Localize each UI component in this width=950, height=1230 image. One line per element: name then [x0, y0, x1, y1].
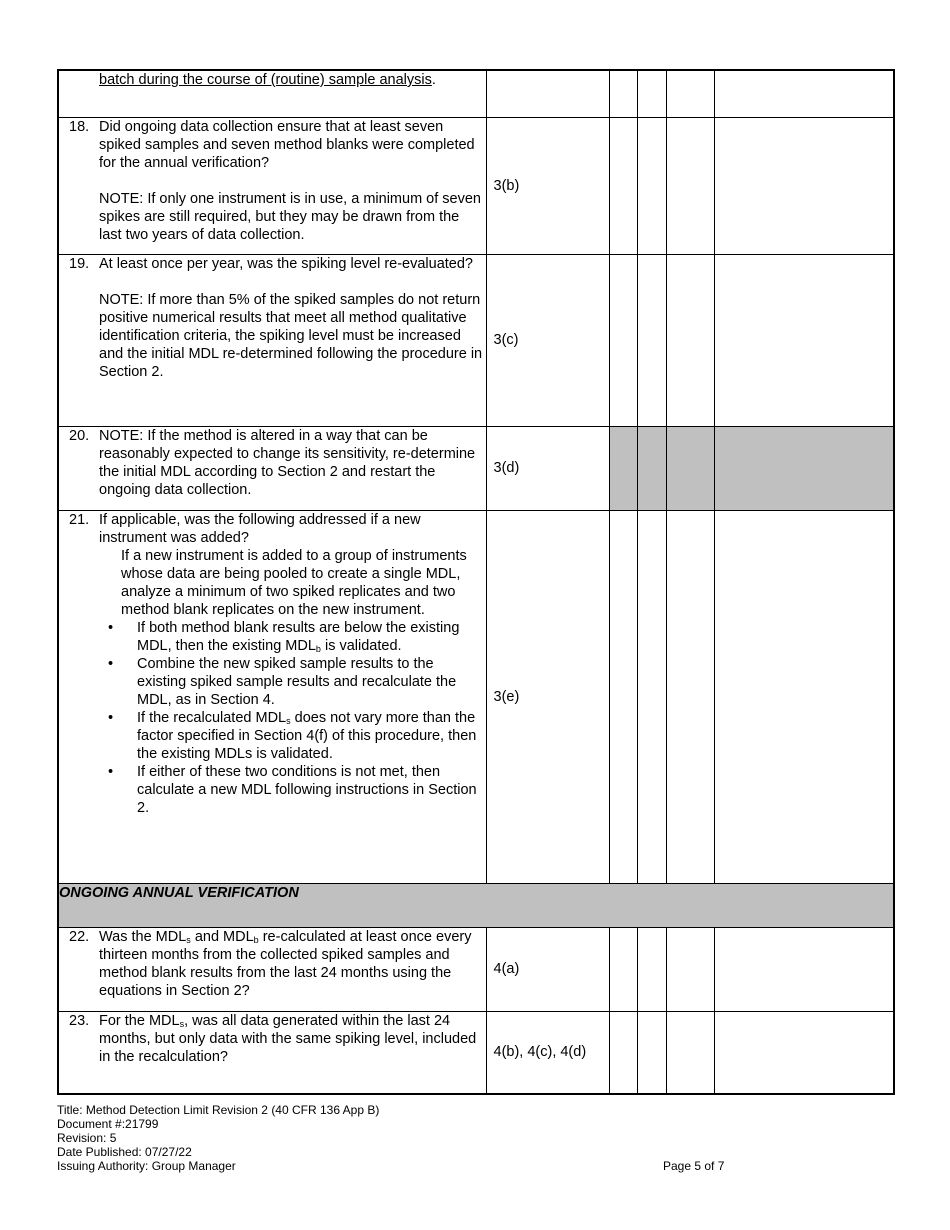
check-cell-3[interactable]	[666, 254, 714, 426]
subscript: s	[186, 934, 191, 945]
comments-cell[interactable]	[714, 254, 894, 426]
footer-revision: Revision: 5	[57, 1131, 117, 1145]
subscript: b	[315, 643, 321, 654]
continuation-period: .	[431, 72, 436, 88]
bullet-list	[59, 619, 486, 817]
list-item	[59, 763, 486, 817]
item-note: NOTE: If only one instrument is in use, a minimum of seven spikes are still required, but they may be drawn from the last two years of data collection.	[99, 190, 481, 243]
comments-cell[interactable]	[714, 1011, 894, 1094]
check-cell-3[interactable]	[666, 510, 714, 883]
reference-cell: 4(b), 4(c), 4(d)	[486, 1011, 609, 1094]
comments-cell[interactable]	[714, 117, 894, 254]
list-item	[59, 619, 486, 655]
shaded-cell	[714, 426, 894, 510]
table-row	[58, 70, 894, 117]
bullet-mark: •	[108, 655, 114, 672]
question-text: Was the MDL	[99, 928, 187, 945]
item-number: 23.	[69, 1012, 90, 1029]
item-question: NOTE: If the method is altered in a way that can be reasonably expected to change its sensitivity, re-determine the initial MDL according to Section 2 and restart the ongoing data collection.	[99, 427, 476, 498]
check-cell-2[interactable]	[637, 1011, 666, 1094]
check-cell-1[interactable]	[609, 254, 637, 426]
check-cell-3[interactable]	[666, 117, 714, 254]
checklist-table	[57, 69, 895, 1095]
item-number: 18.	[69, 118, 90, 135]
check-cell-2[interactable]	[637, 254, 666, 426]
reference-cell: 3(b)	[486, 117, 609, 254]
table-row	[58, 426, 894, 510]
check-cell-3[interactable]	[666, 1011, 714, 1094]
check-cell-1[interactable]	[609, 1011, 637, 1094]
check-cell-2[interactable]	[637, 117, 666, 254]
reference-cell: 4(a)	[486, 927, 609, 1011]
item-number: 20.	[69, 427, 90, 444]
shaded-cell	[666, 426, 714, 510]
check-cell-1[interactable]	[609, 117, 637, 254]
bullet-text: Combine the new spiked sample results to the existing spiked sample results and recalculate the MDL, as in Section 4.	[137, 655, 457, 708]
item-note: NOTE: If more than 5% of the spiked samples do not return positive numerical results that meet all method qualitative identification criteria, the spiking level must be increased and the initial MDL re-determined following the procedure in Section 2.	[99, 291, 483, 380]
check-cell-3[interactable]	[666, 927, 714, 1011]
bullet-text: If both method blank results are below the existing MDL, then the existing MDL	[137, 619, 460, 654]
question-text: , was all data generated within the last 24 months, but only data with the same spiking level, included in the recalculation?	[99, 1012, 477, 1065]
question-text: and MDL	[190, 928, 254, 945]
item-number: 19.	[69, 255, 90, 272]
list-item	[59, 709, 486, 763]
check-cell-2[interactable]	[637, 510, 666, 883]
check-cell-2[interactable]	[637, 70, 666, 117]
check-cell-1[interactable]	[609, 70, 637, 117]
shaded-cell	[609, 426, 637, 510]
item-question	[59, 928, 486, 1000]
requirement-cell	[58, 927, 486, 1011]
reference-cell: 3(e)	[486, 510, 609, 883]
bullet-text: If the recalculated MDL	[137, 709, 287, 726]
table-row	[58, 927, 894, 1011]
continuation-text	[59, 71, 486, 89]
check-cell-2[interactable]	[637, 927, 666, 1011]
table-row	[58, 1011, 894, 1094]
bullet-text: is validated.	[320, 637, 402, 654]
check-cell-1[interactable]	[609, 510, 637, 883]
reference-cell: 3(c)	[486, 254, 609, 426]
question-text: For the MDL	[99, 1012, 180, 1029]
table-row	[58, 510, 894, 883]
footer-title: Title: Method Detection Limit Revision 2 (40 CFR 136 App B)	[57, 1103, 380, 1117]
item-question: If applicable, was the following addressed if a new instrument was added?	[99, 511, 421, 546]
requirement-cell	[58, 510, 486, 883]
footer-issuing-authority: Issuing Authority: Group Manager	[57, 1159, 236, 1173]
item-detail: If a new instrument is added to a group of instruments whose data are being pooled to create a single MDL, analyze a minimum of two spiked replicates and two method blank replicates on the new instrument.	[121, 547, 467, 618]
bullet-text: does not vary more than the factor specified in Section 4(f) of this procedure, then the existing MDLs is validated.	[137, 709, 477, 762]
table-row	[58, 117, 894, 254]
footer-document-number: Document #:21799	[57, 1117, 159, 1131]
comments-cell[interactable]	[714, 70, 894, 117]
bullet-text: If either of these two conditions is not met, then calculate a new MDL following instructions in Section 2.	[137, 763, 477, 816]
item-question: Did ongoing data collection ensure that at least seven spiked samples and seven method blanks were completed for the annual verification?	[99, 118, 475, 171]
table-row	[58, 254, 894, 426]
subscript: s	[286, 715, 291, 726]
list-item	[59, 655, 486, 709]
item-number: 21.	[69, 511, 90, 528]
footer-date-published: Date Published: 07/27/22	[57, 1145, 192, 1159]
bullet-mark: •	[108, 709, 114, 726]
item-question	[59, 1012, 486, 1066]
continuation-underlined-text: batch during the course of (routine) sample analysis	[99, 72, 432, 88]
section-header-row	[58, 883, 894, 927]
item-number: 22.	[69, 928, 90, 945]
check-cell-3[interactable]	[666, 70, 714, 117]
shaded-cell	[637, 426, 666, 510]
subscript: b	[253, 934, 259, 945]
item-question: At least once per year, was the spiking level re-evaluated?	[99, 255, 473, 272]
question-text: re-calculated at least once every thirteen months from the collected spiked samples and method blank results from the last 24 months using the equations in Section 2?	[99, 928, 472, 999]
requirement-cell	[58, 1011, 486, 1094]
document-footer	[57, 1103, 379, 1173]
requirement-cell	[58, 254, 486, 426]
comments-cell[interactable]	[714, 510, 894, 883]
check-cell-1[interactable]	[609, 927, 637, 1011]
bullet-mark: •	[108, 619, 114, 636]
subscript: s	[179, 1018, 185, 1029]
section-title: ONGOING ANNUAL VERIFICATION	[58, 883, 894, 927]
page-number: Page 5 of 7	[663, 1159, 725, 1173]
reference-cell: 3(d)	[486, 426, 609, 510]
requirement-cell	[58, 70, 486, 117]
reference-cell	[486, 70, 609, 117]
bullet-mark: •	[108, 763, 114, 780]
comments-cell[interactable]	[714, 927, 894, 1011]
requirement-cell	[58, 117, 486, 254]
requirement-cell	[58, 426, 486, 510]
